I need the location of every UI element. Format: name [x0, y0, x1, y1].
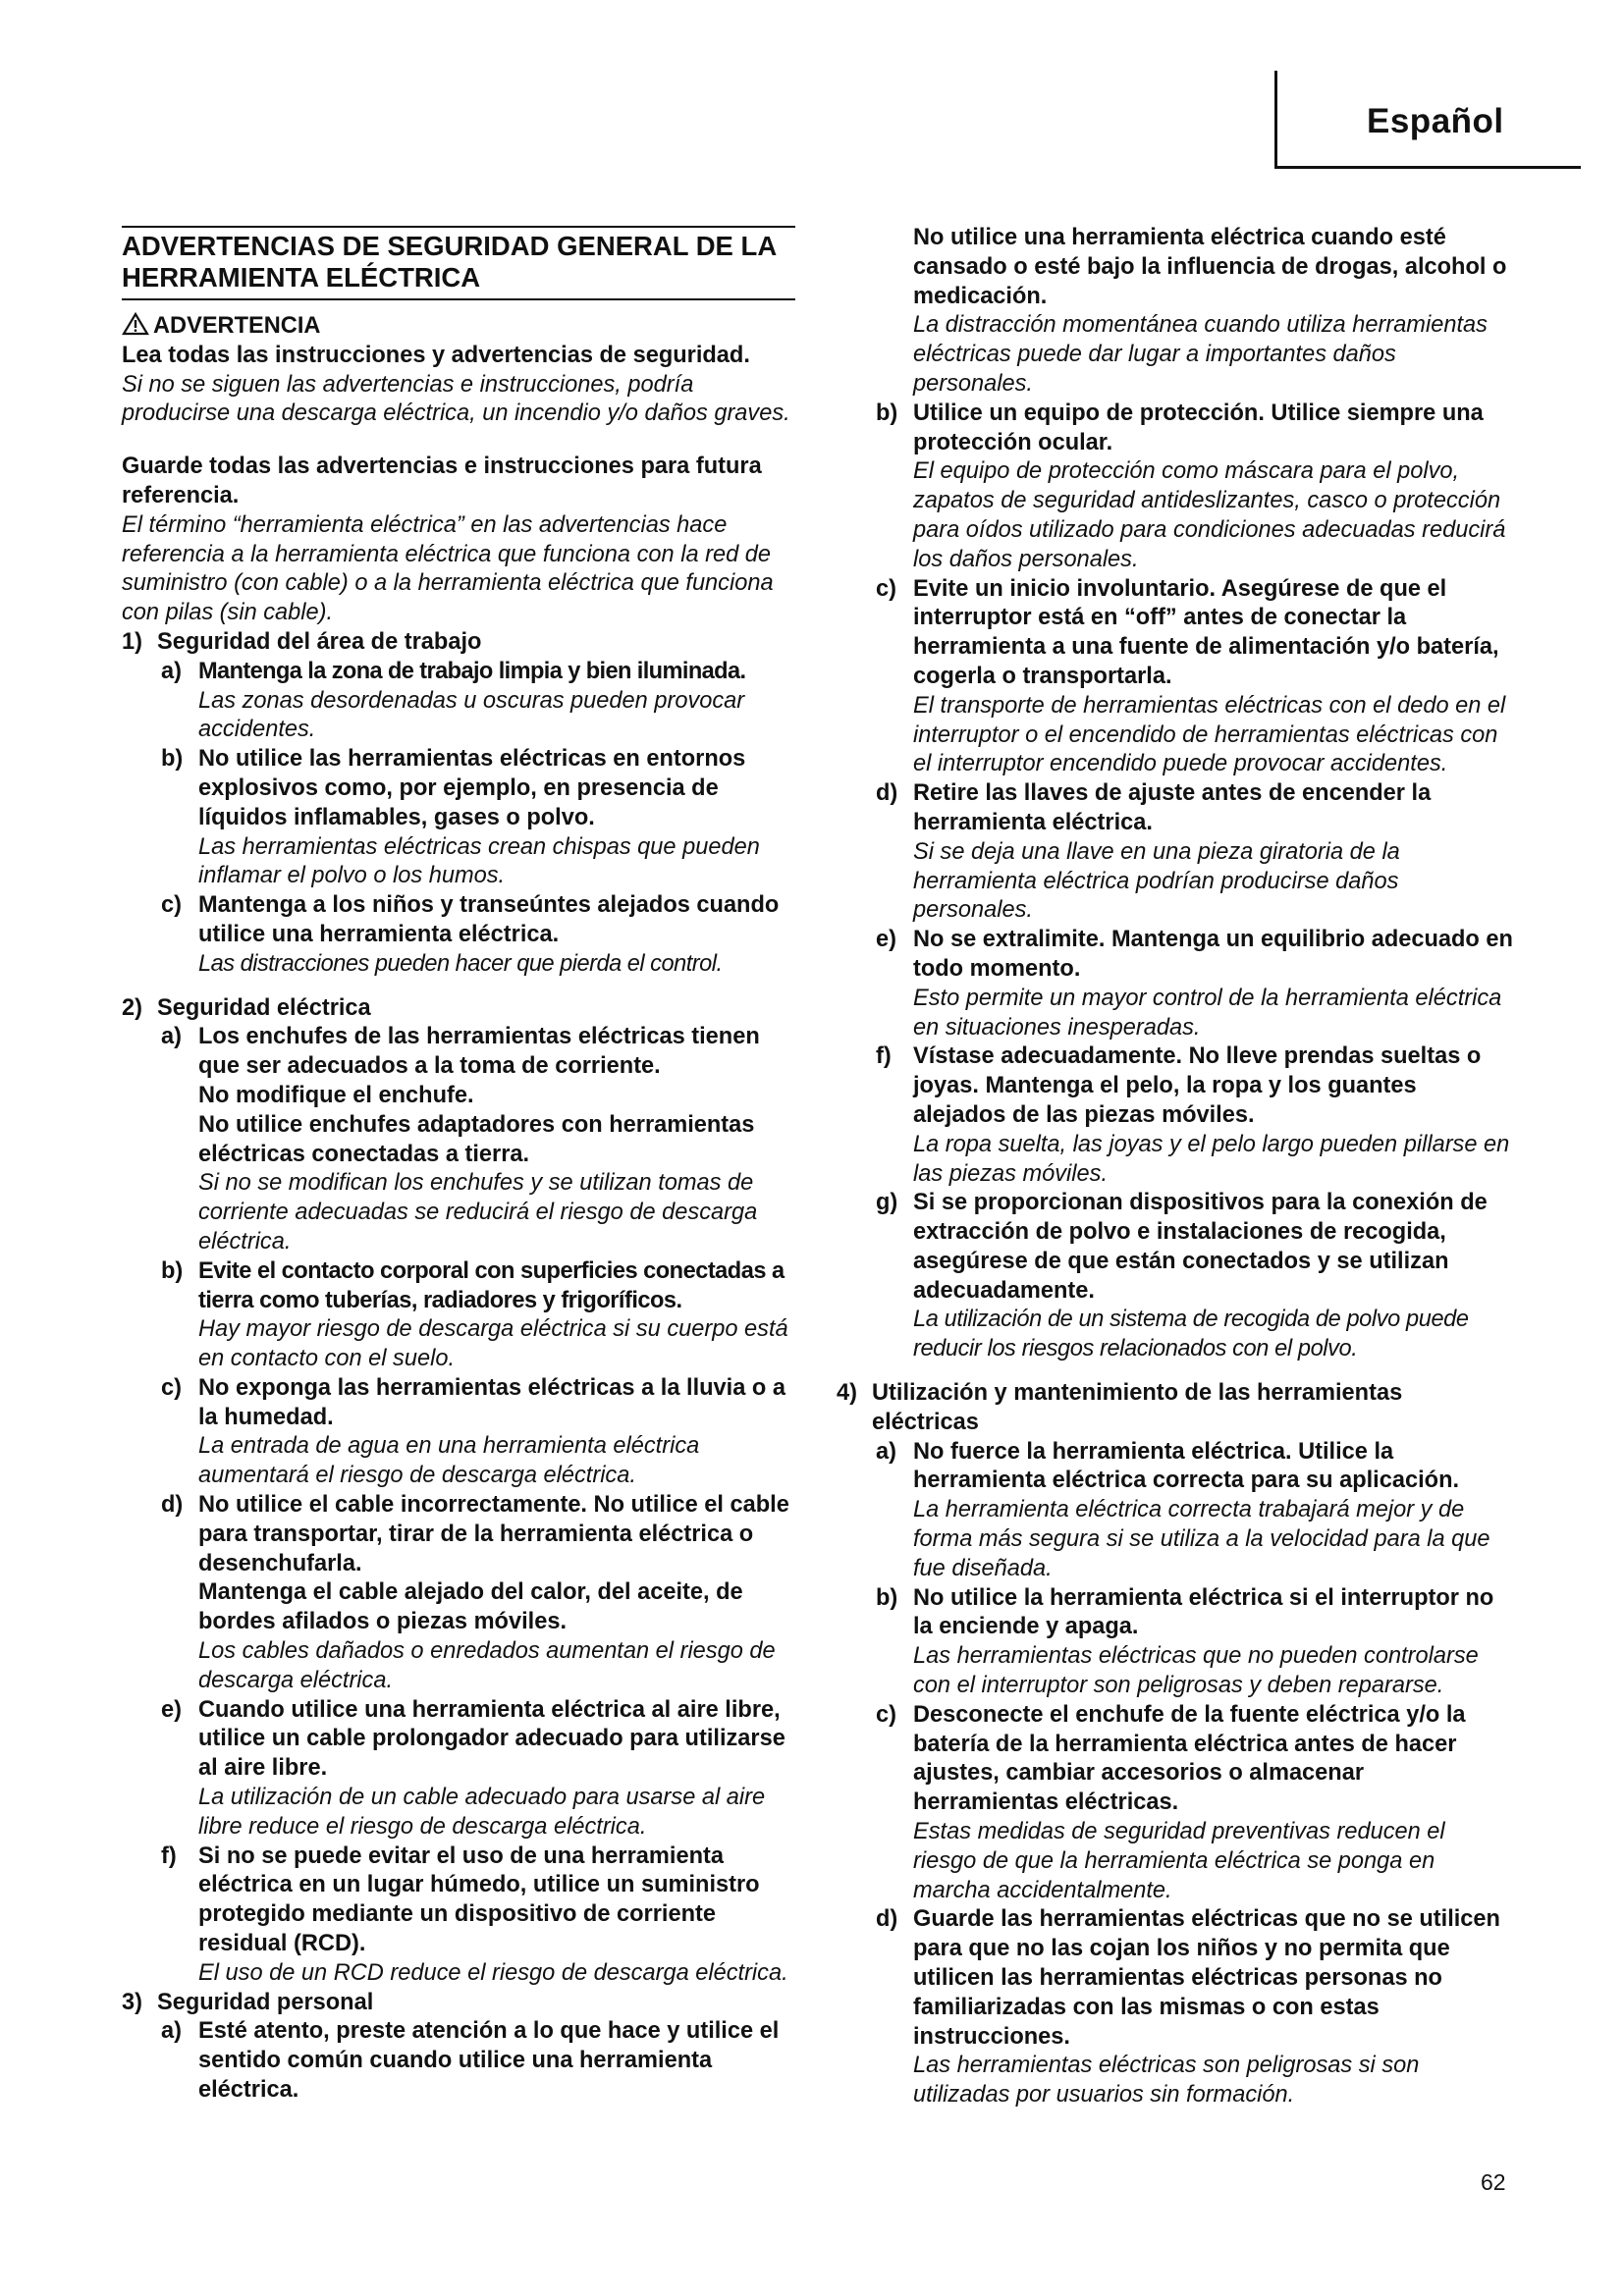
list-item: [161, 1842, 795, 1989]
section-heading: [122, 1989, 795, 2018]
warning-italic-text: Si no se siguen las advertencias e instrucciones, podría producirse una descarga eléctrica, un incendio y/o daños graves.: [122, 371, 790, 427]
item-label: c): [161, 1374, 182, 1401]
list-item: [876, 400, 1514, 575]
item-bold-text: No utilice la herramienta eléctrica si el interruptor no la enciende y apaga.: [913, 1584, 1494, 1640]
section-heading-text: Seguridad eléctrica: [157, 994, 371, 1021]
item-italic-text: Las herramientas eléctricas que no pueden controlarse con el interruptor son peligrosas y deben repararse.: [913, 1643, 1479, 1699]
list-item: [876, 1584, 1514, 1701]
item-label: d): [876, 780, 898, 807]
item-label: b): [161, 746, 184, 773]
item-label: d): [161, 1492, 184, 1519]
item-label: a): [161, 2018, 182, 2045]
item-bold-text: Mantenga el cable alejado del calor, del aceite, de bordes afilados o piezas móviles.: [198, 1579, 743, 1635]
list-item: [161, 1023, 795, 1256]
list-item: [876, 1438, 1514, 1584]
list-item: [876, 1189, 1514, 1364]
item-bold-text: Utilice un equipo de protección. Utilice siempre una protección ocular.: [913, 400, 1484, 455]
section-heading-text: Seguridad personal: [157, 1989, 374, 2015]
right-column: [837, 224, 1514, 2110]
item-bold-text: No utilice una herramienta eléctrica cuando esté cansado o esté bajo la influencia de drogas, alcohol o medicación.: [913, 225, 1507, 309]
keep-instructions-text: Guarde todas las advertencias e instrucciones para futura referencia.: [122, 454, 762, 508]
definition-text: El término “herramienta eléctrica” en las advertencias hace referencia a la herramienta eléctrica que funciona con la red de suministro (con cable) o a la herramienta eléctrica que funciona con pilas (sin cable).: [122, 511, 774, 626]
item-italic-text: La entrada de agua en una herramienta eléctrica aumentará el riesgo de descarga eléctrica.: [198, 1433, 700, 1489]
item-italic-text: Las herramientas eléctricas crean chispas que pueden inflamar el polvo o los humos.: [198, 833, 760, 889]
item-label: e): [161, 1696, 182, 1723]
item-italic-text: Las distracciones pueden hacer que pierda el control.: [198, 950, 723, 977]
item-bold-text: Retire las llaves de ajuste antes de encender la herramienta eléctrica.: [913, 780, 1432, 835]
item-italic-text: La utilización de un cable adecuado para usarse al aire libre reduce el riesgo de descarga eléctrica.: [198, 1785, 766, 1840]
item-label: b): [876, 400, 898, 426]
item-bold-text: Esté atento, preste atención a lo que hace y utilice el sentido común cuando utilice una herramienta eléctrica.: [198, 2018, 780, 2104]
item-bold-text: No utilice las herramientas eléctricas en entornos explosivos como, por ejemplo, en presencia de líquidos inflamables, gases o polvo.: [198, 746, 746, 830]
item-bold-text: No se extralimite. Mantenga un equilibrio adecuado en todo momento.: [913, 927, 1513, 982]
section-heading-text: Seguridad del área de trabajo: [157, 628, 482, 655]
item-bold-text: Guarde las herramientas eléctricas que no se utilicen para que no las cojan los niños y no permita que utilicen las herramientas eléctricas personas no familiarizadas con las mismas o con estas instrucciones.: [913, 1906, 1500, 2050]
section-heading: [837, 1379, 1514, 1438]
section-heading-text: Utilización y mantenimiento de las herramientas eléctricas: [872, 1380, 1403, 1435]
item-label: d): [876, 1906, 898, 1933]
list-item: [161, 1374, 795, 1491]
item-bold-text: Mantenga a los niños y transeúntes alejados cuando utilice una herramienta eléctrica.: [198, 892, 780, 947]
item-italic-text: Esto permite un mayor control de la herramienta eléctrica en situaciones inesperadas.: [913, 985, 1502, 1041]
list-item: [161, 2017, 795, 2105]
list-item: [876, 1701, 1514, 1906]
warning-label: ADVERTENCIA: [153, 313, 321, 339]
list-item: [876, 1042, 1514, 1189]
item-bold-text: Si se proporcionan dispositivos para la conexión de extracción de polvo e instalaciones de recogida, asegúrese de que están conectados y se utilizan adecuadamente.: [913, 1190, 1488, 1304]
section-title: ADVERTENCIAS DE SEGURIDAD GENERAL DE LA HERRAMIENTA ELÉCTRICA: [122, 226, 795, 300]
item-label: b): [161, 1257, 184, 1284]
left-column: [122, 224, 795, 2106]
item-bold-text: No fuerce la herramienta eléctrica. Utilice la herramienta eléctrica correcta para su aplicación.: [913, 1438, 1460, 1494]
item-label: c): [876, 1701, 896, 1728]
page-number: 62: [1481, 2169, 1506, 2195]
section-number: 4): [837, 1380, 857, 1407]
item-label: a): [876, 1438, 896, 1465]
item-bold-text: Evite el contacto corporal con superficies conectadas a tierra como tuberías, radiadores y frigoríficos.: [198, 1257, 785, 1313]
item-bold-text: Vístase adecuadamente. No lleve prendas sueltas o joyas. Mantenga el pelo, la ropa y los guantes alejados de las piezas móviles.: [913, 1043, 1482, 1128]
item-italic-text: Las zonas desordenadas u oscuras pueden provocar accidentes.: [198, 687, 745, 743]
item-label: c): [161, 892, 182, 919]
section-heading: [122, 628, 795, 658]
item-label: g): [876, 1190, 898, 1216]
item-italic-text: La distracción momentánea cuando utiliza herramientas eléctricas puede dar lugar a importantes daños personales.: [913, 312, 1488, 397]
item-italic-text: La ropa suelta, las joyas y el pelo largo pueden pillarse en las piezas móviles.: [913, 1131, 1510, 1187]
list-item: [876, 926, 1514, 1042]
list-item: [161, 891, 795, 979]
item-label: f): [161, 1842, 177, 1869]
item-italic-text: El uso de un RCD reduce el riesgo de descarga eléctrica.: [198, 1959, 788, 1986]
list-item: [161, 1257, 795, 1374]
item-label: e): [876, 927, 896, 953]
item-bold-text: No exponga las herramientas eléctricas a la lluvia o a la humedad.: [198, 1374, 785, 1430]
item-italic-text: Estas medidas de seguridad preventivas reducen el riesgo de que la herramienta eléctrica se ponga en marcha accidentalmente.: [913, 1819, 1445, 1903]
section-number: 3): [122, 1989, 142, 2015]
language-label: Español: [1367, 102, 1504, 140]
item-bold-text: No modifique el enchufe.: [198, 1082, 474, 1108]
item-bold-text: Evite un inicio involuntario. Asegúrese de que el interruptor está en “off” antes de conectar la herramienta a una fuente de alimentación y/o batería, cogerla o transportarla.: [913, 575, 1499, 689]
warning-heading: [122, 312, 795, 342]
item-bold-text: Mantenga la zona de trabajo limpia y bien iluminada.: [198, 658, 746, 684]
item-label: b): [876, 1584, 898, 1611]
item-italic-text: El equipo de protección como máscara para el polvo, zapatos de seguridad antideslizantes, casco o protección para oídos utilizado para condiciones adecuadas reducirá los daños personales.: [913, 458, 1506, 572]
warning-triangle-icon: [122, 312, 149, 336]
item-label: a): [161, 1024, 182, 1050]
item-bold-text: No utilice el cable incorrectamente. No utilice el cable para transportar, tirar de la herramienta eléctrica o desenchufarla.: [198, 1492, 789, 1576]
list-item: [876, 779, 1514, 926]
list-item: [161, 1696, 795, 1842]
list-item: [876, 1905, 1514, 2110]
item-bold-text: Desconecte el enchufe de la fuente eléctrica y/o la batería de la herramienta eléctrica antes de hacer ajustes, cambiar accesorios o almacenar herramientas eléctricas.: [913, 1701, 1466, 1816]
item-bold-text: Cuando utilice una herramienta eléctrica al aire libre, utilice un cable prolongador adecuado para utilizarse al aire libre.: [198, 1696, 785, 1782]
item-italic-text: La herramienta eléctrica correcta trabajará mejor y de forma más segura si se utiliza a la velocidad para la que fue diseñada.: [913, 1497, 1490, 1581]
section-number: 2): [122, 994, 142, 1021]
item-bold-text: Los enchufes de las herramientas eléctricas tienen que ser adecuados a la toma de corriente.: [198, 1024, 760, 1080]
item-label: a): [161, 658, 182, 684]
item-italic-text: La utilización de un sistema de recogida de polvo puede reducir los riesgos relacionados con el polvo.: [913, 1307, 1469, 1362]
item-bold-text: Si no se puede evitar el uso de una herramienta eléctrica en un lugar húmedo, utilice un suministro protegido mediante un dispositivo de corriente residual (RCD).: [198, 1842, 760, 1957]
item-label: c): [876, 575, 896, 602]
item-bold-text: No utilice enchufes adaptadores con herramientas eléctricas conectadas a tierra.: [198, 1111, 755, 1167]
warning-bold-text: Lea todas las instrucciones y advertencias de seguridad.: [122, 342, 750, 368]
list-item: [876, 575, 1514, 780]
section-heading: [122, 994, 795, 1024]
item-italic-text: El transporte de herramientas eléctricas con el dedo en el interruptor o el encendido de herramientas eléctricas con el interruptor encendido puede provocar accidentes.: [913, 692, 1506, 777]
list-item: [161, 658, 795, 745]
item-italic-text: Hay mayor riesgo de descarga eléctrica si su cuerpo está en contacto con el suelo.: [198, 1316, 788, 1372]
list-item: [161, 1491, 795, 1696]
item-italic-text: Si se deja una llave en una pieza giratoria de la herramienta eléctrica podrían producirse daños personales.: [913, 838, 1400, 924]
item-italic-text: Los cables dañados o enredados aumentan el riesgo de descarga eléctrica.: [198, 1638, 776, 1693]
item-italic-text: Si no se modifican los enchufes y se utilizan tomas de corriente adecuadas se reducirá el riesgo de descarga eléctrica.: [198, 1170, 758, 1255]
item-label: f): [876, 1043, 892, 1070]
list-item: [161, 745, 795, 891]
section-number: 1): [122, 628, 142, 655]
item-italic-text: Las herramientas eléctricas son peligrosas si son utilizadas por usuarios sin formación.: [913, 2053, 1420, 2109]
